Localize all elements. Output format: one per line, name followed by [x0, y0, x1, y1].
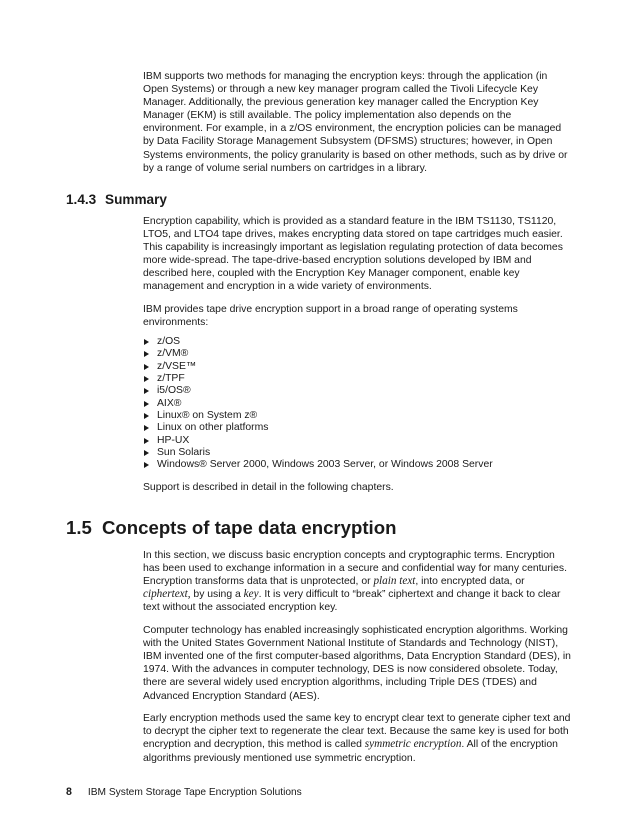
term-key: key: [243, 588, 259, 601]
list-item: i5/OS®: [143, 385, 573, 397]
bullet-triangle-icon: [144, 388, 149, 394]
concepts-paragraph-3: Early encryption methods used the same key to encrypt clear text to generate cipher text and to decrypt the cipher text to regenerate the clear text. Because the same key is used for both encryption and decryption, this method is called symmetric encryption. All of the encryption algorithms previously mentioned use symmetric encryption.: [143, 713, 571, 764]
bullet-triangle-icon: [144, 376, 149, 382]
bullet-triangle-icon: [144, 339, 149, 345]
concepts-paragraph-1: In this section, we discuss basic encryption concepts and cryptographic terms. Encryption has been used to exchange information in a secure and confidential way for many centuries. Encryption transforms data that is unprotected, or plain text, into encrypted data, or ciphertext, by using a key. It is very difficult to “break” ciphertext and change it back to clear text without the associated encryption key.: [143, 550, 567, 614]
list-item: z/VSE™: [143, 361, 573, 373]
section-title: Concepts of tape data encryption: [102, 517, 397, 538]
section-number: 1.5: [66, 517, 92, 538]
list-item: Windows® Server 2000, Windows 2003 Server, or Windows 2008 Server: [143, 459, 573, 471]
intro-paragraph: IBM supports two methods for managing the encryption keys: through the application (in Open Systems) or through a new key manager program called the Tivoli Lifecycle Key Manager. Additionally, the previous generation key manager called the Encryption Key Manager (EKM) is still available. The policy implementation also depends on the environment. For example, in a z/OS environment, the encryption policies can be managed by Data Facility Storage Management Subsystem (DFSMS) structures; however, in Open Systems environments, the policy granularity is based on other methods, such as by drive or by a range of volume serial numbers on cartridges in a library.: [143, 71, 568, 174]
summary-paragraph-3: Support is described in detail in the following chapters.: [143, 481, 394, 493]
section-title: Summary: [105, 192, 167, 207]
list-item: AIX®: [143, 398, 573, 410]
bullet-triangle-icon: [144, 425, 149, 431]
list-item: z/TPF: [143, 373, 573, 385]
bullet-triangle-icon: [144, 401, 149, 407]
os-list: [143, 336, 573, 471]
concepts-paragraph-2: Computer technology has enabled increasingly sophisticated encryption algorithms. Working with the United States Government National Institute of Standards and Technology (NIST), IBM invented one of the first computer-based algorithms, Data Encryption Standard (DES), in 1974. With the advances in computer technology, DES is now considered obsolete. Today, there are several widely used encryption algorithms, including Triple DES (TDES) and Advanced Encryption Standard (AES).: [143, 625, 571, 702]
bullet-triangle-icon: [144, 450, 149, 456]
bullet-triangle-icon: [144, 413, 149, 419]
list-item: z/OS: [143, 336, 573, 348]
bullet-triangle-icon: [144, 351, 149, 357]
list-item: HP-UX: [143, 435, 573, 447]
section-number: 1.4.3: [66, 192, 97, 207]
list-item: Sun Solaris: [143, 447, 573, 459]
term-ciphertext: ciphertext,: [143, 588, 191, 601]
intro-section: [143, 70, 573, 175]
page-number: 8: [66, 786, 72, 798]
section-heading-concepts: [66, 517, 396, 539]
concepts-section: [143, 549, 573, 765]
bullet-triangle-icon: [144, 438, 149, 444]
book-title: IBM System Storage Tape Encryption Solutions: [87, 787, 302, 798]
summary-paragraph-1: Encryption capability, which is provided as a standard feature in the IBM TS1130, TS1120, LTO5, and LTO4 tape drives, makes encrypting data stored on tape cartridges much easier. This capability is increasingly important as legislation regulating protection of data becomes more wide-spread. The tape-drive-based encryption solutions developed by IBM and described here, coupled with the Encryption Key Manager component, enable key management and encryption in a wide variety of environments.: [143, 216, 563, 293]
term-symmetric-encryption: symmetric encryption: [364, 738, 462, 751]
section-heading-summary: [66, 192, 167, 207]
bullet-triangle-icon: [144, 462, 149, 468]
summary-section: [143, 215, 573, 494]
term-plain-text: plain text: [373, 575, 416, 588]
summary-paragraph-2: IBM provides tape drive encryption support in a broad range of operating systems environments:: [143, 304, 518, 329]
list-item: Linux on other platforms: [143, 422, 573, 434]
list-item: z/VM®: [143, 348, 573, 360]
bullet-triangle-icon: [144, 364, 149, 370]
page-footer: [66, 786, 302, 798]
list-item: Linux® on System z®: [143, 410, 573, 422]
